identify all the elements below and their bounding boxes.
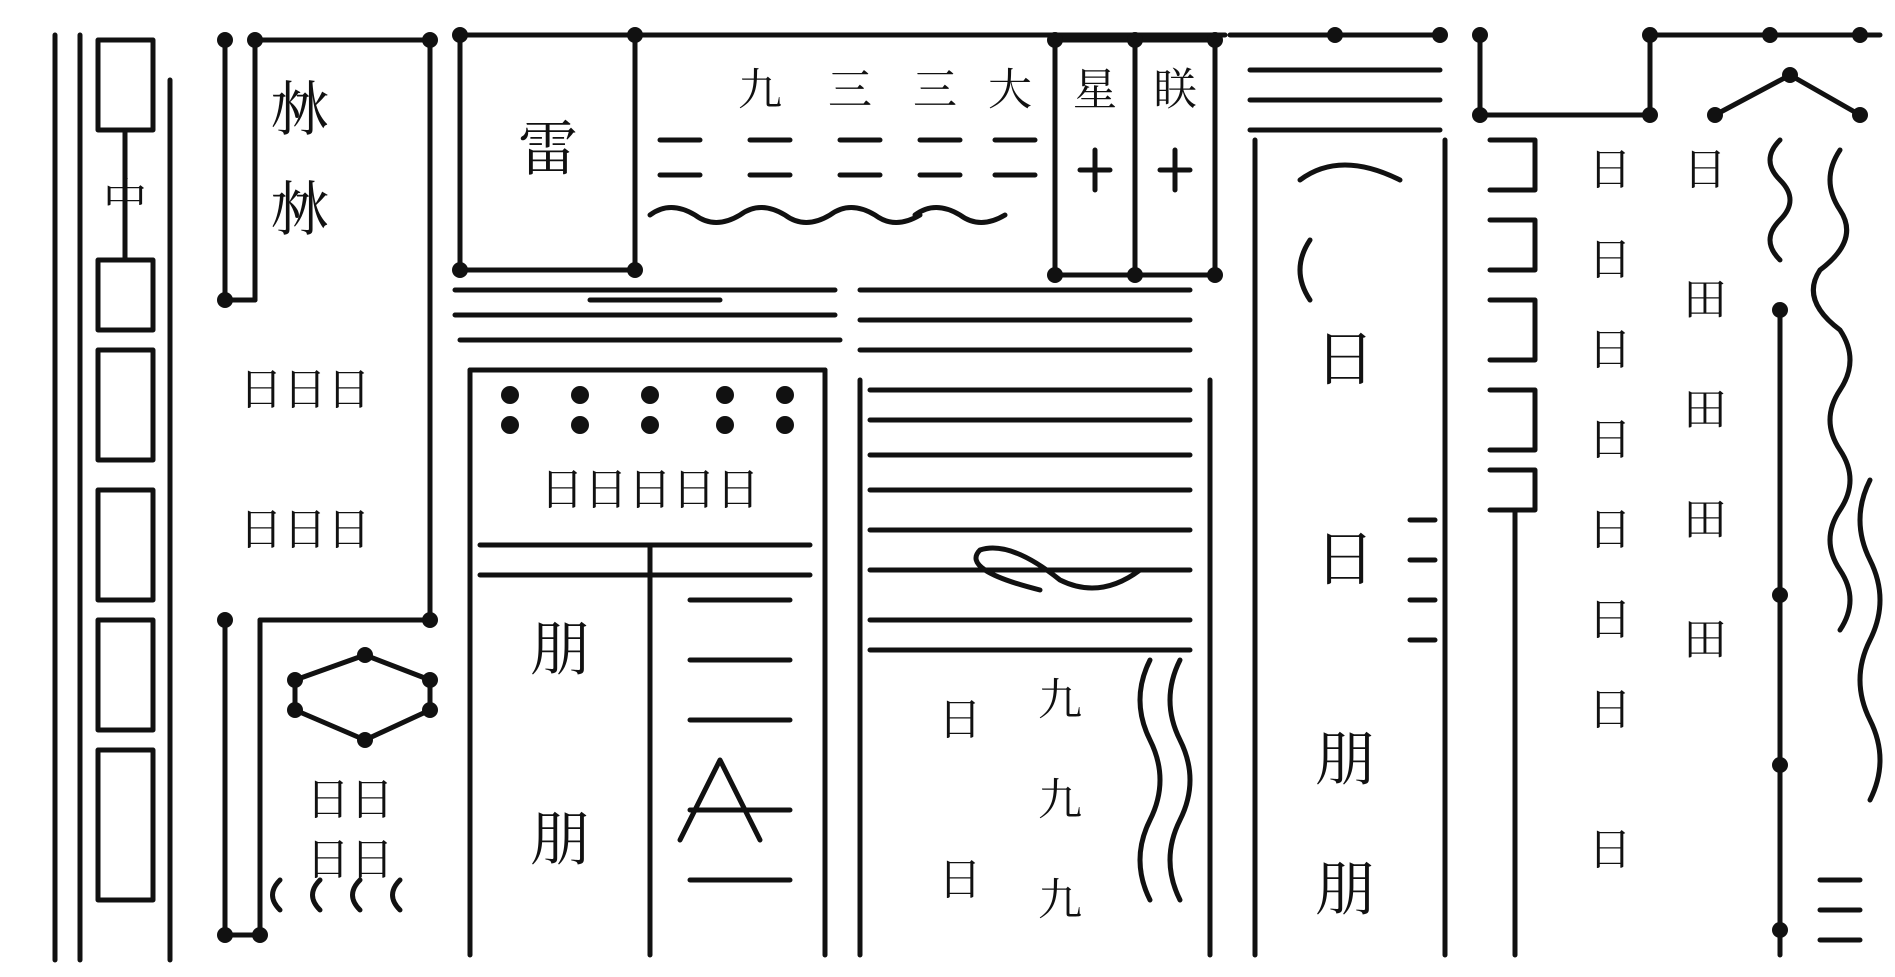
inscription-glyph-4: 三 xyxy=(913,64,957,116)
far-left-glyph: 中 xyxy=(103,174,147,226)
far-right-glyph-10: 田 xyxy=(1683,274,1727,326)
right-center-glyph-2: 日 xyxy=(1315,525,1375,595)
far-right-glyph-8: 日 xyxy=(1588,824,1632,876)
far-right-glyph-6: 日 xyxy=(1588,594,1632,646)
left-glyph-row-1: 日日日 xyxy=(239,364,371,416)
inscription-glyph-1: 雷 xyxy=(518,115,578,185)
center-glyph-b3: 九 xyxy=(1038,674,1082,726)
far-right-glyph-5: 日 xyxy=(1588,504,1632,556)
center-panels xyxy=(455,290,1210,955)
far-right-glyph-1: 日 xyxy=(1588,144,1632,196)
far-left-column xyxy=(55,35,170,960)
far-right-glyph-7: 日 xyxy=(1588,684,1632,736)
left-glyph-row-2: 日日日 xyxy=(239,504,371,556)
inscription-glyph-6: 星 xyxy=(1073,64,1117,116)
right-center-glyph-3: 朋 xyxy=(1315,725,1375,795)
far-right-panel xyxy=(1472,27,1880,955)
left-glyph-1: 沝 xyxy=(270,75,330,145)
far-right-glyph-9: 日 xyxy=(1683,144,1727,196)
inscription-glyph-5: 大 xyxy=(988,64,1032,116)
center-glyph-peng-2: 朋 xyxy=(530,805,590,875)
far-right-glyph-3: 日 xyxy=(1588,324,1632,376)
center-glyph-b2: 日 xyxy=(938,854,982,906)
left-panel xyxy=(217,32,438,943)
left-glyph-2: 沝 xyxy=(270,175,330,245)
center-glyph-peng-1: 朋 xyxy=(530,615,590,685)
inscription-glyph-7: 眹 xyxy=(1153,64,1197,116)
far-right-glyph-4: 日 xyxy=(1588,414,1632,466)
right-center-glyph-4: 朋 xyxy=(1315,855,1375,925)
right-center-glyph-1: 日 xyxy=(1315,325,1375,395)
top-inscription xyxy=(452,27,1225,283)
far-right-glyph-13: 田 xyxy=(1683,614,1727,666)
center-glyph-row: 日日日日日 xyxy=(540,464,760,516)
far-right-glyph-11: 田 xyxy=(1683,384,1727,436)
center-glyph-b1: 日 xyxy=(938,694,982,746)
far-right-glyph-2: 日 xyxy=(1588,234,1632,286)
far-right-glyph-12: 田 xyxy=(1683,494,1727,546)
left-glyph-row-3: 日日 xyxy=(306,774,394,826)
inscription-glyph-3: 三 xyxy=(828,64,872,116)
center-glyph-b5: 九 xyxy=(1038,874,1082,926)
right-center-panel xyxy=(1230,27,1448,955)
left-glyph-row-4: 日日 xyxy=(306,834,394,886)
inscription-glyph-2: 九 xyxy=(738,64,782,116)
center-glyph-b4: 九 xyxy=(1038,774,1082,826)
